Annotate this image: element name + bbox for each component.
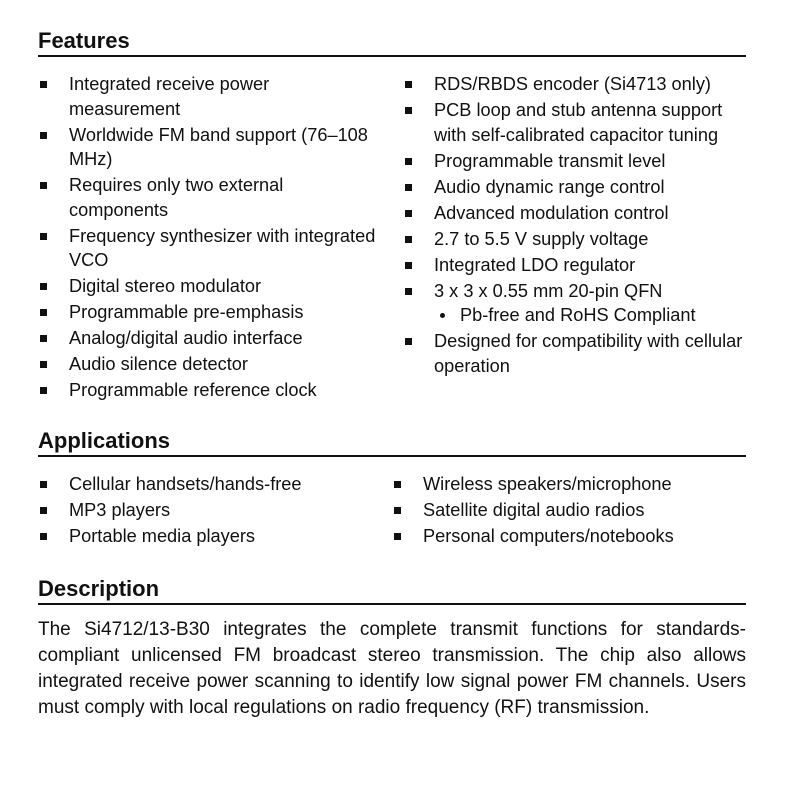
features-right-column <box>403 72 746 380</box>
bullet-icon <box>40 533 47 540</box>
list-item: Frequency synthesizer with integrated VCO <box>38 224 378 273</box>
description-heading: Description <box>38 576 746 605</box>
list-item: Satellite digital audio radios <box>392 498 746 523</box>
sub-list-item: Pb-free and RoHS Compliant <box>434 303 746 328</box>
list-item: Analog/digital audio interface <box>38 326 378 351</box>
list-item: Programmable pre-emphasis <box>38 300 378 325</box>
features-left-column <box>38 72 378 404</box>
bullet-icon <box>405 210 412 217</box>
list-item: Integrated receive power measurement <box>38 72 378 121</box>
bullet-icon <box>405 262 412 269</box>
list-item: Advanced modulation control <box>403 201 746 226</box>
list-item: Integrated LDO regulator <box>403 253 746 278</box>
dot-bullet-icon <box>440 313 445 318</box>
bullet-icon <box>40 81 47 88</box>
list-item: Programmable transmit level <box>403 149 746 174</box>
list-item: Designed for compatibility with cellular operation <box>403 329 746 378</box>
bullet-icon <box>40 481 47 488</box>
list-item: Portable media players <box>38 524 378 549</box>
list-item: Worldwide FM band support (76–108 MHz) <box>38 123 378 172</box>
features-section <box>38 28 746 412</box>
list-item: Requires only two external components <box>38 173 378 222</box>
applications-section <box>38 428 746 552</box>
bullet-icon <box>40 507 47 514</box>
list-item: 3 x 3 x 0.55 mm 20-pin QFN Pb-free and RoHS Compliant <box>403 279 746 328</box>
list-item: PCB loop and stub antenna support with self-calibrated capacitor tuning <box>403 98 746 147</box>
bullet-icon <box>405 81 412 88</box>
bullet-icon <box>40 387 47 394</box>
list-item: Cellular handsets/hands-free <box>38 472 378 497</box>
bullet-icon <box>40 132 47 139</box>
features-heading: Features <box>38 28 746 57</box>
bullet-icon <box>405 107 412 114</box>
list-item: Audio silence detector <box>38 352 378 377</box>
list-item: Wireless speakers/microphone <box>392 472 746 497</box>
bullet-icon <box>40 283 47 290</box>
bullet-icon <box>40 335 47 342</box>
bullet-icon <box>405 338 412 345</box>
list-item: 2.7 to 5.5 V supply voltage <box>403 227 746 252</box>
list-item: RDS/RBDS encoder (Si4713 only) <box>403 72 746 97</box>
applications-right-column <box>392 472 746 550</box>
bullet-icon <box>40 182 47 189</box>
bullet-icon <box>405 158 412 165</box>
bullet-icon <box>40 309 47 316</box>
applications-left-column <box>38 472 378 550</box>
bullet-icon <box>40 233 47 240</box>
list-item: Audio dynamic range control <box>403 175 746 200</box>
description-text: The Si4712/13-B30 integrates the complete transmit functions for standards-compliant unlicensed FM broadcast stereo transmission. The chip also allows integrated receive power scanning to identify low signal power FM channels. Users must comply with local regulations on radio frequency (RF) transmission. <box>38 619 746 718</box>
bullet-icon <box>40 361 47 368</box>
bullet-icon <box>405 236 412 243</box>
bullet-icon <box>394 481 401 488</box>
bullet-icon <box>405 288 412 295</box>
list-item: Personal computers/notebooks <box>392 524 746 549</box>
bullet-icon <box>405 184 412 191</box>
list-item: Digital stereo modulator <box>38 274 378 299</box>
list-item: Programmable reference clock <box>38 378 378 403</box>
list-item: MP3 players <box>38 498 378 523</box>
description-section <box>38 576 746 721</box>
applications-heading: Applications <box>38 428 746 457</box>
bullet-icon <box>394 533 401 540</box>
bullet-icon <box>394 507 401 514</box>
